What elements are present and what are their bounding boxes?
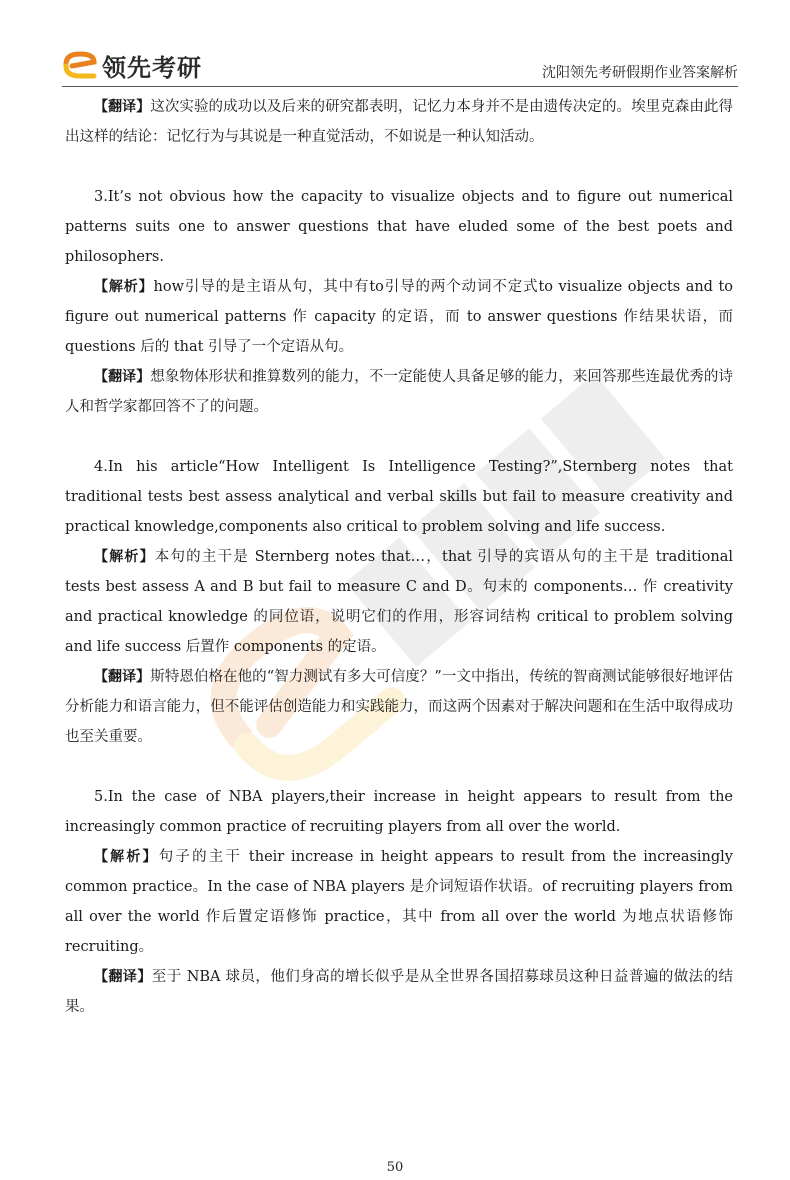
page-header (62, 48, 738, 87)
logo (62, 48, 202, 82)
analysis-paragraph (65, 272, 733, 362)
translation-label: 【翻译】 (94, 369, 151, 385)
sentence-5: 5.In the case of NBA players,their increase in height appears to result from the increasingly common practice of recruiting players from all over the world. (65, 789, 733, 835)
translation-paragraph (65, 962, 733, 1022)
translation-text: 这次实验的成功以及后来的研究都表明，记忆力本身并不是由遗传决定的。埃里克森由此得出这样的结论：记忆行为与其说是一种直觉活动，不如说是一种认知活动。 (65, 99, 733, 145)
translation-paragraph (65, 362, 733, 422)
header-title: 沈阳领先考研假期作业答案解析 (542, 65, 738, 81)
sentence-4: 4.In his article“How Intelligent Is Intelligence Testing?”,Sternberg notes that traditional tests best assess analytical and verbal skills but fail to measure creativity and practical knowledge,components also critical to problem solving and life success. (65, 459, 733, 535)
analysis-text: 本句的主干是 Sternberg notes that…，that 引导的宾语从句的主干是 traditional tests best assess A and B but fail to measure C and D。句末的 components… 作 creativity and practical knowledge 的同位语，说明它们的作用，形容词结构 critical to problem solving and life success 后置作 components 的定语。 (65, 549, 734, 655)
analysis-paragraph (65, 842, 733, 962)
analysis-label: 【解析】 (94, 279, 154, 295)
logo-mark-icon (62, 50, 98, 80)
document-body (65, 92, 733, 1022)
translation-label: 【翻译】 (94, 669, 151, 685)
analysis-text: how引导的是主语从句，其中有to引导的两个动词不定式to visualize objects and to figure out numerical patterns 作 capacity 的定语，而 to answer questions 作结果状语，而 questions 后的 that 引导了一个定语从句。 (65, 279, 734, 355)
translation-label: 【翻译】 (94, 99, 151, 115)
translation-paragraph (65, 662, 733, 752)
logo-text: 领先考研 (102, 53, 202, 82)
translation-paragraph (65, 92, 733, 152)
translation-text: 斯特恩伯格在他的“智力测试有多大可信度？”一文中指出，传统的智商测试能够很好地评估分析能力和语言能力，但不能评估创造能力和实践能力，而这两个因素对于解决问题和在生活中取得成功也至关重要。 (65, 669, 734, 745)
analysis-text: 句子的主干 their increase in height appears to result from the increasingly common practice。In the case of NBA players 是介词短语作状语。of recruiting players from all over the world 作后置定语修饰 practice，其中 from all over the world 为地点状语修饰 recruiting。 (65, 849, 733, 955)
sentence-3: 3.It’s not obvious how the capacity to visualize objects and to figure out numerical patterns suits one to answer questions that have eluded some of the best poets and philosophers. (65, 189, 733, 265)
page-number: 50 (386, 1160, 404, 1175)
analysis-paragraph (65, 542, 733, 662)
analysis-label: 【解析】 (94, 849, 159, 865)
analysis-label: 【解析】 (94, 549, 155, 565)
translation-label: 【翻译】 (94, 969, 152, 985)
translation-text: 想象物体形状和推算数列的能力，不一定能使人具备足够的能力，来回答那些连最优秀的诗人和哲学家都回答不了的问题。 (65, 369, 733, 415)
translation-text: 至于 NBA 球员，他们身高的增长似乎是从全世界各国招募球员这种日益普遍的做法的结果。 (65, 969, 734, 1015)
